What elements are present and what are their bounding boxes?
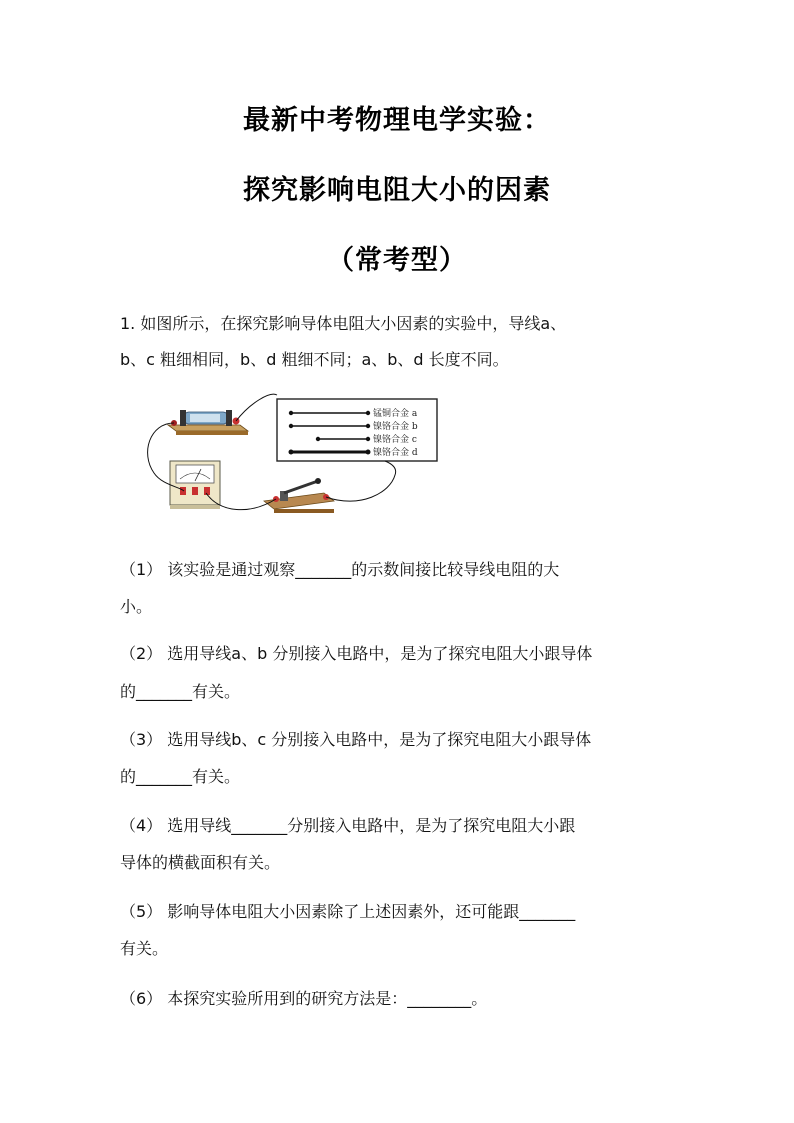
subquestion-3-line2: 的_______有关。 [120, 767, 241, 786]
page-title: 最新中考物理电学实验： [243, 105, 551, 136]
subquestion-4-line2: 导体的横截面积有关。 [120, 853, 281, 872]
page-category: （常考型） [327, 245, 467, 276]
subquestion-4-line1: （4） 选用导线_______分别接入电路中，是为了探究电阻大小跟 [120, 816, 576, 835]
circuit-figure [140, 383, 450, 523]
subquestion-3-line1: （3） 选用导线b、c 分别接入电路中，是为了探究电阻大小跟导体 [120, 730, 592, 749]
wire-label-d: 镍铬合金 d [373, 448, 418, 458]
wire-sample-board [277, 399, 437, 461]
ammeter-icon [170, 461, 220, 509]
wire-label-c: 镍铬合金 c [373, 435, 417, 445]
subquestion-1-line2: 小。 [120, 597, 153, 616]
switch-icon [264, 478, 334, 513]
wire-label-b: 镍铬合金 b [373, 422, 418, 432]
page-subtitle: 探究影响电阻大小的因素 [243, 175, 551, 206]
subquestion-1-line1: （1） 该实验是通过观察_______的示数间接比较导线电阻的大 [120, 560, 560, 579]
subquestion-5-line2: 有关。 [120, 939, 169, 958]
question-intro-line2: b、c 粗细相同，b、d 粗细不同；a、b、d 长度不同。 [120, 350, 509, 369]
subquestion-6-line1: （6） 本探究实验所用到的研究方法是：________。 [120, 989, 488, 1008]
subquestion-5-line1: （5） 影响导体电阻大小因素除了上述因素外，还可能跟_______ [120, 902, 576, 921]
subquestion-2-line1: （2） 选用导线a、b 分别接入电路中，是为了探究电阻大小跟导体 [120, 644, 593, 663]
subquestion-2-line2: 的_______有关。 [120, 682, 241, 701]
resistor-board-icon [168, 410, 248, 435]
wire-label-a: 锰铜合金 a [373, 409, 418, 419]
question-intro-line1: 1. 如图所示，在探究影响导体电阻大小因素的实验中，导线a、 [120, 314, 567, 333]
